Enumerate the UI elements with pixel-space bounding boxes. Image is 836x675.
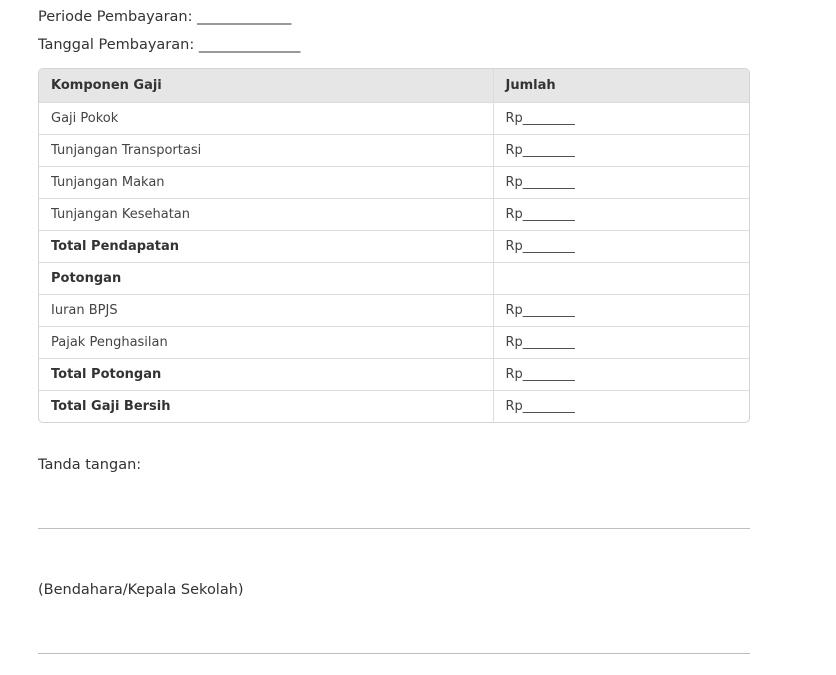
salary-table [38, 68, 750, 423]
signature-label: Tanda tangan: [38, 457, 142, 473]
payment-period-field: Periode Pembayaran: _____________ [38, 9, 292, 25]
row-label-pajak-penghasilan: Pajak Penghasilan [39, 326, 493, 358]
row-amount: Rp________ [493, 102, 749, 134]
row-amount: Rp________ [493, 358, 749, 390]
row-label-total-pendapatan: Total Pendapatan [39, 230, 493, 262]
row-amount: Rp________ [493, 326, 749, 358]
row-amount: Rp________ [493, 166, 749, 198]
row-amount [493, 262, 749, 294]
table-row [39, 230, 749, 262]
table-row [39, 198, 749, 230]
table-row [39, 390, 749, 422]
column-header-component: Komponen Gaji [39, 69, 493, 102]
row-label-tunjangan-transportasi: Tunjangan Transportasi [39, 134, 493, 166]
table-row [39, 102, 749, 134]
row-amount: Rp________ [493, 134, 749, 166]
row-amount: Rp________ [493, 294, 749, 326]
table-row [39, 358, 749, 390]
table-row [39, 326, 749, 358]
row-label-tunjangan-makan: Tunjangan Makan [39, 166, 493, 198]
table-header-row [39, 69, 749, 102]
signature-line [38, 528, 750, 529]
table-row [39, 294, 749, 326]
row-label-gaji-pokok: Gaji Pokok [39, 102, 493, 134]
row-label-tunjangan-kesehatan: Tunjangan Kesehatan [39, 198, 493, 230]
row-amount: Rp________ [505, 398, 575, 414]
table-row [39, 262, 749, 294]
row-label-total-gaji-bersih: Total Gaji Bersih [39, 390, 493, 422]
signatory-role: (Bendahara/Kepala Sekolah) [38, 582, 244, 598]
payment-date-field: Tanggal Pembayaran: ______________ [38, 37, 301, 53]
column-header-amount: Jumlah [493, 69, 749, 102]
table-row [39, 166, 749, 198]
row-label-iuran-bpjs: Iuran BPJS [39, 294, 493, 326]
table-row [39, 134, 749, 166]
row-label-total-potongan: Total Potongan [39, 358, 493, 390]
row-amount: Rp________ [493, 230, 749, 262]
row-amount: Rp________ [493, 198, 749, 230]
divider-line [38, 653, 750, 654]
row-label-potongan: Potongan [39, 262, 493, 294]
